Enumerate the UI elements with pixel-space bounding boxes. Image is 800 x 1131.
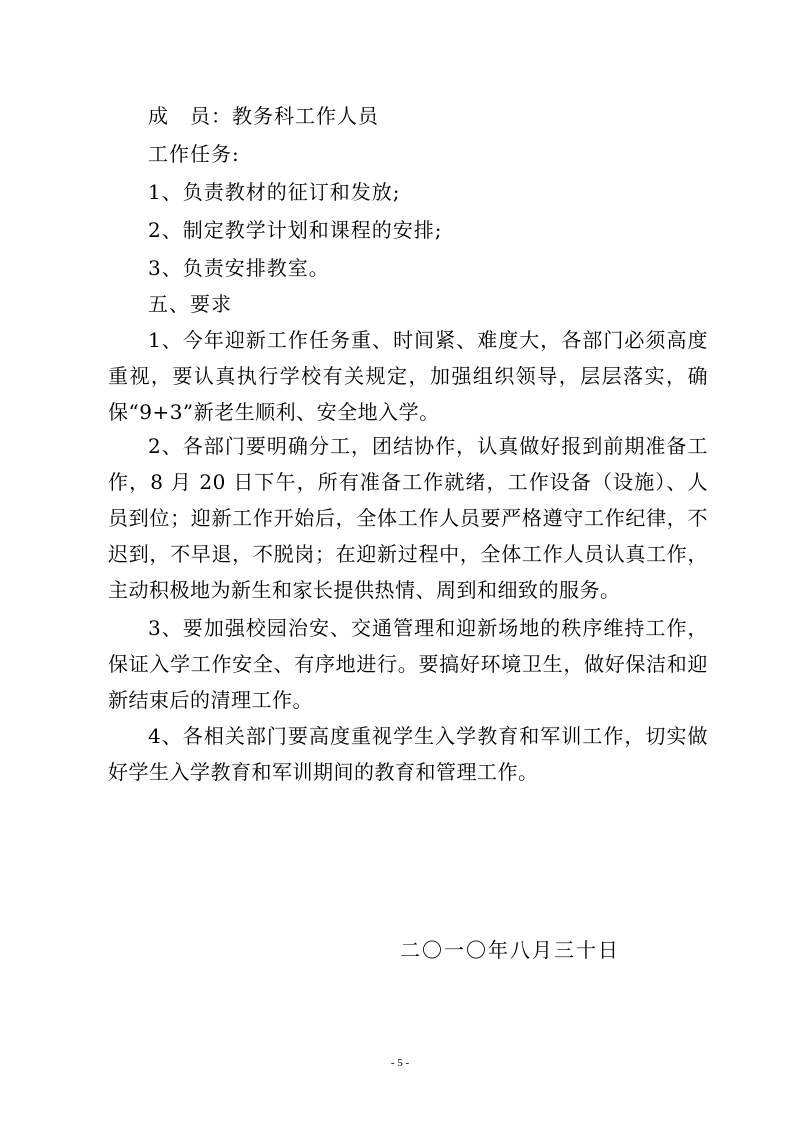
requirement-text: 2、各部门要明确分工，团结协作，认真做好报到前期准备工作，8 月 20 日下午，所有准备工作就绪，工作设备（设施）、人员到位；迎新工作开始后，全体工作人员要严格遵守工作纪律，不迟到，不早退，不脱岗；在迎新过程中，全体工作人员认真工作，主动积极地为新生和家长提供热情、周到和细致的服务。 <box>108 434 708 602</box>
task-item: 3、负责安排教室。 <box>148 256 330 280</box>
document-date: 二〇一〇年八月三十日 <box>400 938 620 962</box>
tasks-heading: 工作任务: <box>148 142 240 166</box>
requirement-paragraph <box>108 322 708 430</box>
task-item: 2、制定教学计划和课程的安排; <box>148 218 443 242</box>
requirement-text: 1、今年迎新工作任务重、时间紧、难度大，各部门必须高度重视，要认真执行学校有关规定，加强组织领导，层层落实，确保“9+3”新老生顺利、安全地入学。 <box>108 328 708 424</box>
task-item: 1、负责教材的征订和发放; <box>148 180 401 204</box>
requirement-text: 4、各相关部门要高度重视学生入学教育和军训工作，切实做好学生入学教育和军训期间的教育和管理工作。 <box>108 724 708 784</box>
requirement-text: 3、要加强校园治安、交通管理和迎新场地的秩序维持工作，保证入学工作安全、有序地进行。要搞好环境卫生，做好保洁和迎新结束后的清理工作。 <box>108 616 708 712</box>
requirement-paragraph <box>108 718 708 790</box>
requirement-paragraph <box>108 610 708 718</box>
requirement-paragraph <box>108 428 708 608</box>
page-number: - 5 - <box>390 1057 410 1069</box>
section-heading: 五、要求 <box>148 292 232 316</box>
members-line: 成 员：教务科工作人员 <box>148 104 379 128</box>
